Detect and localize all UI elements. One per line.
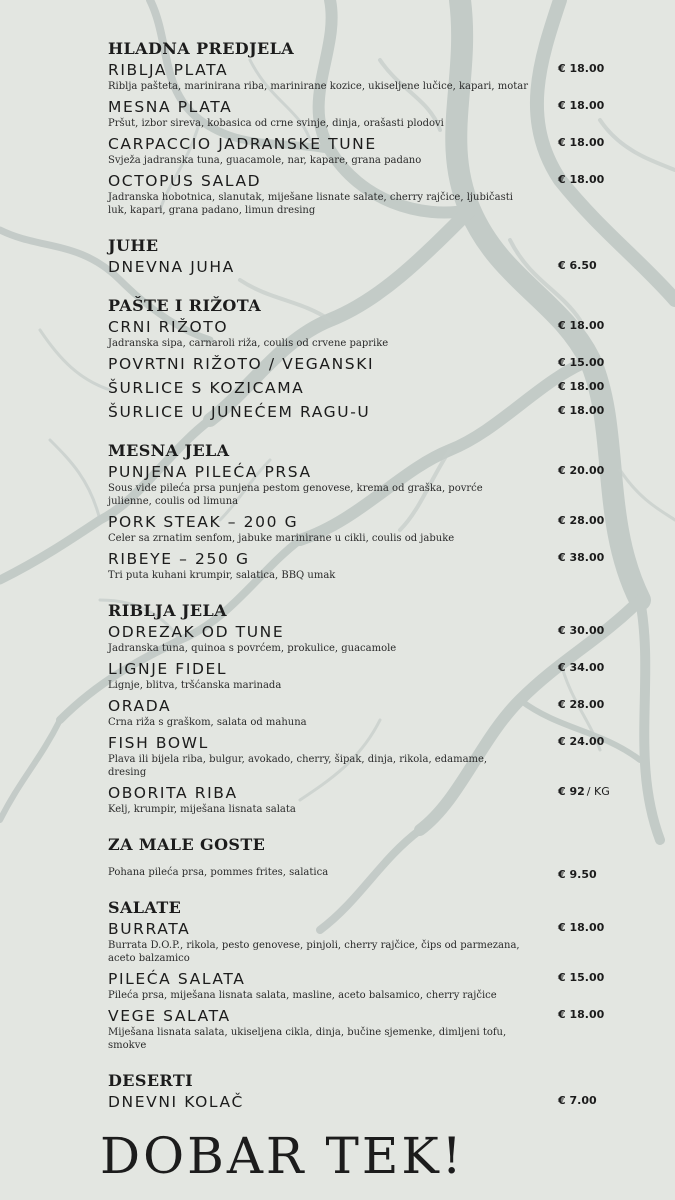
item-price (558, 99, 604, 112)
menu-item (108, 696, 618, 729)
item-description: Riblja pašteta, marinirana riba, marinirane kozice, ukiseljene lučice, kapari, motar (108, 81, 528, 92)
menu-item (108, 1092, 618, 1112)
section-title: DESERTI (108, 1071, 194, 1090)
item-price (558, 464, 604, 477)
menu-item (108, 659, 618, 692)
item-price (558, 259, 597, 272)
item-name: DNEVNA JUHA (108, 258, 235, 276)
item-price (558, 735, 604, 748)
item-price (558, 62, 604, 75)
price-value: € 18.00 (558, 404, 605, 417)
item-description: Lignje, blitva, tršćanska marinada (108, 680, 282, 691)
item-price (558, 173, 604, 186)
item-description: Pršut, izbor sireva, kobasica od crne svinje, dinja, orašasti plodovi (108, 118, 444, 129)
item-name: ODREZAK OD TUNE (108, 623, 285, 641)
price-value: € 18.00 (558, 921, 605, 934)
menu-item (108, 856, 618, 879)
menu-item (108, 317, 618, 350)
item-description: Pohana pileća prsa, pommes frites, salatica (108, 867, 329, 878)
price-value: € 18.00 (558, 99, 605, 112)
price-value: € 30.00 (558, 624, 605, 637)
menu-section (108, 897, 618, 1052)
item-name: POVRTNI RIŽOTO / VEGANSKI (108, 355, 375, 373)
item-name: MESNA PLATA (108, 98, 233, 116)
menu-section (108, 600, 618, 816)
item-name: ORADA (108, 697, 172, 715)
menu-section (108, 235, 618, 277)
item-price (558, 971, 604, 984)
item-name: PORK STEAK – 200 G (108, 513, 299, 531)
price-value: € 18.00 (558, 173, 605, 186)
item-name: ŠURLICE S KOZICAMA (108, 379, 305, 397)
price-value: € 18.00 (558, 62, 605, 75)
item-price (558, 514, 604, 527)
price-value: € 18.00 (558, 319, 605, 332)
section-title: PAŠTE I RIŽOTA (108, 296, 262, 315)
section-title: SALATE (108, 898, 182, 917)
item-name: ŠURLICE U JUNEĆEM RAGU-U (108, 403, 371, 421)
menu-list (108, 38, 618, 1130)
price-value: € 28.00 (558, 514, 605, 527)
item-price (558, 868, 597, 881)
item-price (558, 661, 604, 674)
menu-item (108, 733, 618, 779)
closing-text: DOBAR TEK! (100, 1127, 465, 1185)
price-value: € 18.00 (558, 380, 605, 393)
price-value: € 20.00 (558, 464, 605, 477)
price-value: € 38.00 (558, 551, 605, 564)
price-value: € 18.00 (558, 1008, 605, 1021)
item-description: Tri puta kuhani krumpir, salatica, BBQ umak (108, 570, 336, 581)
menu-item (108, 378, 618, 398)
item-price (558, 356, 604, 369)
item-price (558, 551, 604, 564)
item-description: Jadranska tuna, quinoa s povrćem, prokulice, guacamole (108, 643, 397, 654)
item-description: Pileća prsa, miješana lisnata salata, masline, aceto balsamico, cherry rajčice (108, 990, 497, 1001)
price-value: € 92 (558, 785, 585, 798)
menu-item (108, 171, 618, 217)
item-description: Svježa jadranska tuna, guacamole, nar, kapare, grana padano (108, 155, 422, 166)
item-name: PUNJENA PILEĆA PRSA (108, 463, 312, 481)
item-description: Burrata D.O.P., rikola, pesto genovese, pinjoli, cherry rajčice, čips od parmezana, aceto balzamico (108, 940, 520, 964)
item-name: OBORITA RIBA (108, 784, 238, 802)
menu-item (108, 402, 618, 422)
item-name: LIGNJE FIDEL (108, 660, 228, 678)
item-name: PILEĆA SALATA (108, 970, 246, 988)
menu-item (108, 462, 618, 508)
price-value: € 9.50 (558, 868, 597, 881)
menu-section (108, 1070, 618, 1112)
price-unit: / KG (586, 785, 610, 798)
menu-section (108, 295, 618, 422)
item-price (558, 921, 604, 934)
item-description: Plava ili bijela riba, bulgur, avokado, cherry, šipak, dinja, rikola, edamame, dresing (108, 754, 488, 778)
menu-item (108, 783, 618, 816)
price-value: € 15.00 (558, 356, 605, 369)
item-price (558, 1094, 597, 1107)
menu-item (108, 97, 618, 130)
item-name: FISH BOWL (108, 734, 209, 752)
item-price (558, 1008, 604, 1021)
menu-item (108, 134, 618, 167)
menu-section (108, 834, 618, 879)
menu-item (108, 549, 618, 582)
price-value: € 24.00 (558, 735, 605, 748)
item-price (558, 698, 604, 711)
section-title: ZA MALE GOSTE (108, 835, 266, 854)
item-description: Celer sa zrnatim senfom, jabuke marinirane u cikli, coulis od jabuke (108, 533, 455, 544)
item-name: BURRATA (108, 920, 191, 938)
menu-item (108, 622, 618, 655)
item-price (558, 624, 604, 637)
price-value: € 28.00 (558, 698, 605, 711)
price-value: € 18.00 (558, 136, 605, 149)
item-price (558, 136, 604, 149)
item-name: VEGE SALATA (108, 1007, 231, 1025)
menu-item (108, 60, 618, 93)
item-name: DNEVNI KOLAČ (108, 1093, 244, 1111)
item-price (558, 404, 604, 417)
price-value: € 34.00 (558, 661, 605, 674)
item-description: Kelj, krumpir, miješana lisnata salata (108, 804, 296, 815)
item-price (558, 785, 610, 798)
section-title: JUHE (108, 236, 159, 255)
price-value: € 7.00 (558, 1094, 597, 1107)
price-value: € 6.50 (558, 259, 597, 272)
section-title: MESNA JELA (108, 441, 230, 460)
price-value: € 15.00 (558, 971, 605, 984)
menu-section (108, 38, 618, 217)
menu-item (108, 257, 618, 277)
menu-item (108, 512, 618, 545)
item-price (558, 319, 604, 332)
item-description: Sous vide pileća prsa punjena pestom genovese, krema od graška, povrće julienne, coulis od limuna (108, 483, 483, 507)
section-title: RIBLJA JELA (108, 601, 227, 620)
menu-item (108, 354, 618, 374)
item-name: OCTOPUS SALAD (108, 172, 262, 190)
item-name: CRNI RIŽOTO (108, 318, 229, 336)
menu-section (108, 440, 618, 582)
section-title: HLADNA PREDJELA (108, 39, 295, 58)
item-description: Crna riža s graškom, salata od mahuna (108, 717, 307, 728)
item-description: Miješana lisnata salata, ukiseljena cikla, dinja, bučine sjemenke, dimljeni tofu, smokve (108, 1027, 507, 1051)
item-name: RIBEYE – 250 G (108, 550, 250, 568)
menu-item (108, 919, 618, 965)
item-description: Jadranska sipa, carnaroli riža, coulis od crvene paprike (108, 338, 389, 349)
menu-item (108, 1006, 618, 1052)
item-name: RIBLJA PLATA (108, 61, 229, 79)
item-price (558, 380, 604, 393)
item-name: CARPACCIO JADRANSKE TUNE (108, 135, 377, 153)
menu-item (108, 969, 618, 1002)
item-description: Jadranska hobotnica, slanutak, miješane lisnate salate, cherry rajčice, ljubičasti luk, kapari, grana padano, limun dresing (108, 192, 513, 216)
